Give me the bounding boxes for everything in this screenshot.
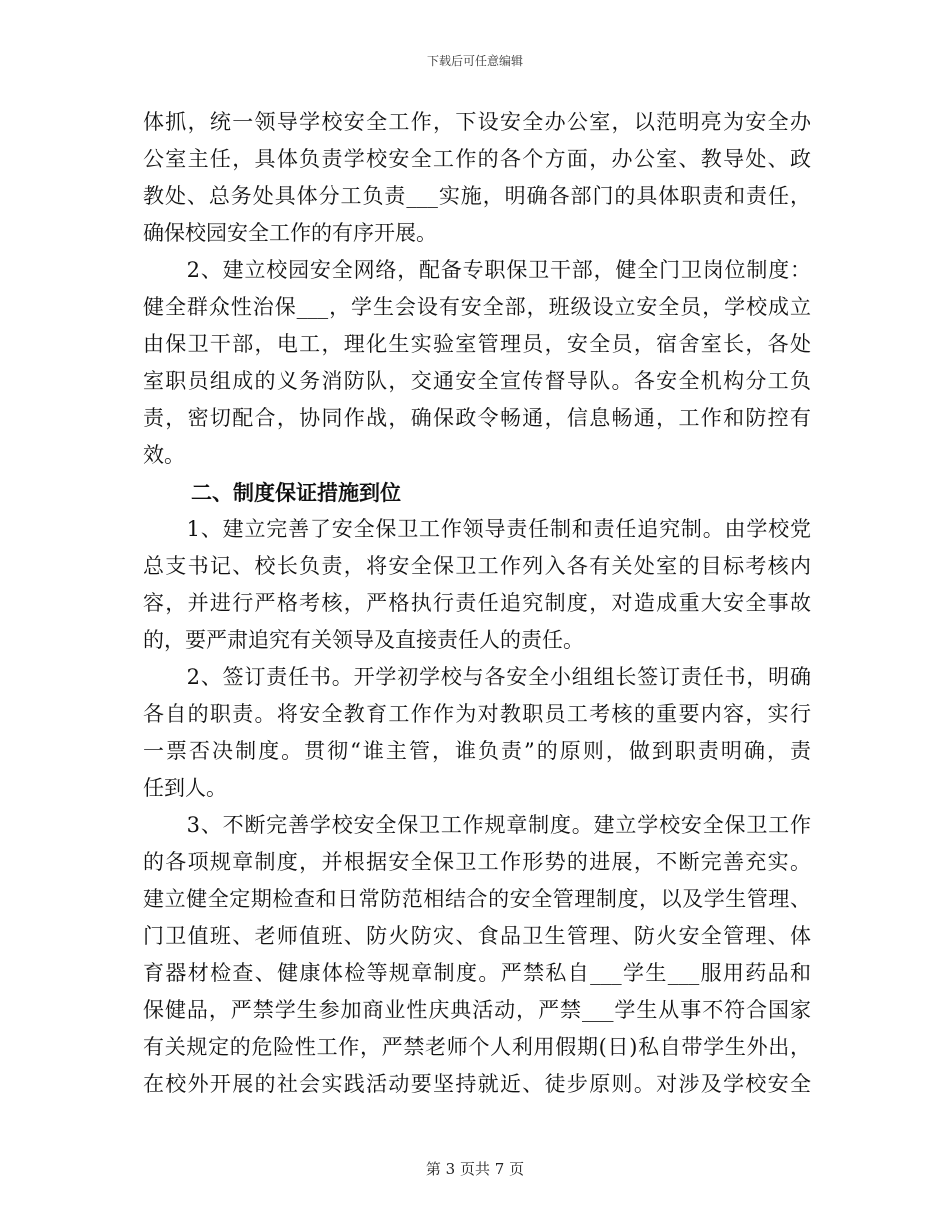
body-line: 总支书记、校长负责，将安全保卫工作列入各有关处室的目标考核内 bbox=[143, 554, 811, 578]
body-line: 体抓，统一领导学校安全工作，下设安全办公室，以范明亮为安全办 bbox=[143, 110, 811, 134]
body-line: 效。 bbox=[143, 443, 185, 467]
body-line: 由保卫干部，电工，理化生实验室管理员，安全员，宿舍室长，各处 bbox=[143, 332, 811, 356]
body-line: 一票否决制度。贯彻“谁主管，谁负责”的原则，做到职责明确，责 bbox=[143, 739, 811, 763]
body-line: 育器材检查、健康体检等规章制度。严禁私自___学生___服用药品和 bbox=[143, 961, 811, 985]
body-line: 1、建立完善了安全保卫工作领导责任制和责任追究制。由学校党 bbox=[143, 517, 811, 541]
body-line: 2、建立校园安全网络，配备专职保卫干部，健全门卫岗位制度： bbox=[143, 258, 811, 282]
body-line: 的各项规章制度，并根据安全保卫工作形势的进展，不断完善充实。 bbox=[143, 850, 811, 874]
body-line: 责，密切配合，协同作战，确保政令畅通，信息畅通，工作和防控有 bbox=[143, 406, 811, 430]
body-line: 各自的职责。将安全教育工作作为对教职员工考核的重要内容，实行 bbox=[143, 702, 811, 726]
body-line: 教处、总务处具体分工负责___实施，明确各部门的具体职责和责任， bbox=[143, 184, 811, 208]
body-line: 建立健全定期检查和日常防范相结合的安全管理制度，以及学生管理、 bbox=[143, 887, 811, 911]
body-line: 3、不断完善学校安全保卫工作规章制度。建立学校安全保卫工作 bbox=[143, 813, 811, 837]
body-line: 在校外开展的社会实践活动要坚持就近、徒步原则。对涉及学校安全 bbox=[143, 1072, 811, 1096]
body-line: 的，要严肃追究有关领导及直接责任人的责任。 bbox=[143, 628, 584, 652]
document-body bbox=[143, 104, 811, 1103]
body-line: 容，并进行严格考核，严格执行责任追究制度，对造成重大安全事故 bbox=[143, 591, 811, 615]
body-line: 2、签订责任书。开学初学校与各安全小组组长签订责任书，明确 bbox=[143, 665, 811, 689]
page-footer: 第 3 页共 7 页 bbox=[425, 1160, 525, 1178]
body-line: 确保校园安全工作的有序开展。 bbox=[143, 221, 437, 245]
body-line: 健全群众性治保___，学生会设有安全部，班级设立安全员，学校成立 bbox=[143, 295, 811, 319]
body-line: 保健品，严禁学生参加商业性庆典活动，严禁___学生从事不符合国家 bbox=[143, 998, 811, 1022]
body-line: 有关规定的危险性工作，严禁老师个人利用假期(日)私自带学生外出， bbox=[143, 1035, 811, 1059]
body-line: 门卫值班、老师值班、防火防灾、食品卫生管理、防火安全管理、体 bbox=[143, 924, 811, 948]
body-line: 任到人。 bbox=[143, 776, 227, 800]
page-header: 下载后可任意编辑 bbox=[426, 54, 523, 68]
body-line: 公室主任，具体负责学校安全工作的各个方面，办公室、教导处、政 bbox=[143, 147, 811, 171]
section-heading: 二、制度保证措施到位 bbox=[191, 480, 401, 505]
body-line: 室职员组成的义务消防队，交通安全宣传督导队。各安全机构分工负 bbox=[143, 369, 811, 393]
